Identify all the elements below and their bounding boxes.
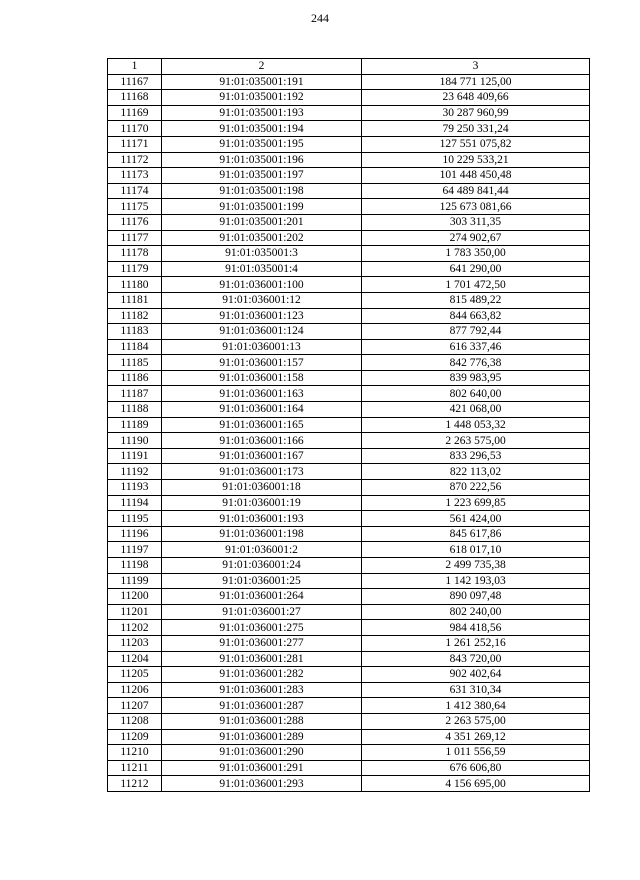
value-cell: 845 617,86 (362, 526, 590, 542)
cadastral-number-cell: 91:01:036001:291 (162, 760, 362, 776)
value-cell: 2 499 735,38 (362, 558, 590, 574)
row-number-cell: 11193 (108, 480, 162, 496)
table-row (108, 526, 590, 542)
table-row (108, 480, 590, 496)
row-number-cell: 11208 (108, 713, 162, 729)
value-cell: 4 156 695,00 (362, 776, 590, 792)
table-row (108, 589, 590, 605)
value-cell: 421 068,00 (362, 402, 590, 418)
column-header-2: 2 (162, 59, 362, 75)
cadastral-number-cell: 91:01:036001:100 (162, 277, 362, 293)
table-row (108, 729, 590, 745)
table-row (108, 199, 590, 215)
row-number-cell: 11189 (108, 417, 162, 433)
cadastral-number-cell: 91:01:035001:193 (162, 105, 362, 121)
cadastral-number-cell: 91:01:035001:196 (162, 152, 362, 168)
value-cell: 815 489,22 (362, 292, 590, 308)
table-row (108, 74, 590, 90)
value-cell: 30 287 960,99 (362, 105, 590, 121)
cadastral-number-cell: 91:01:035001:194 (162, 121, 362, 137)
row-number-cell: 11190 (108, 433, 162, 449)
row-number-cell: 11181 (108, 292, 162, 308)
value-cell: 843 720,00 (362, 651, 590, 667)
value-cell: 631 310,34 (362, 682, 590, 698)
row-number-cell: 11207 (108, 698, 162, 714)
row-number-cell: 11184 (108, 339, 162, 355)
cadastral-number-cell: 91:01:036001:193 (162, 511, 362, 527)
cadastral-number-cell: 91:01:036001:289 (162, 729, 362, 745)
cadastral-number-cell: 91:01:036001:158 (162, 370, 362, 386)
cadastral-number-cell: 91:01:036001:24 (162, 558, 362, 574)
row-number-cell: 11195 (108, 511, 162, 527)
value-cell: 127 551 075,82 (362, 136, 590, 152)
cadastral-number-cell: 91:01:036001:167 (162, 448, 362, 464)
table-row (108, 745, 590, 761)
table-row (108, 230, 590, 246)
value-cell: 676 606,80 (362, 760, 590, 776)
value-cell: 870 222,56 (362, 480, 590, 496)
table-row (108, 214, 590, 230)
cadastral-number-cell: 91:01:036001:25 (162, 573, 362, 589)
row-number-cell: 11198 (108, 558, 162, 574)
cadastral-number-cell: 91:01:036001:283 (162, 682, 362, 698)
table-row (108, 542, 590, 558)
table-row (108, 698, 590, 714)
cadastral-number-cell: 91:01:036001:198 (162, 526, 362, 542)
table-body (108, 74, 590, 791)
row-number-cell: 11182 (108, 308, 162, 324)
value-cell: 877 792,44 (362, 324, 590, 340)
cadastral-number-cell: 91:01:036001:282 (162, 667, 362, 683)
row-number-cell: 11201 (108, 604, 162, 620)
value-cell: 125 673 081,66 (362, 199, 590, 215)
cadastral-number-cell: 91:01:035001:198 (162, 183, 362, 199)
table-row (108, 339, 590, 355)
value-cell: 79 250 331,24 (362, 121, 590, 137)
table-row (108, 246, 590, 262)
value-cell: 1 142 193,03 (362, 573, 590, 589)
cadastral-number-cell: 91:01:035001:201 (162, 214, 362, 230)
row-number-cell: 11172 (108, 152, 162, 168)
row-number-cell: 11170 (108, 121, 162, 137)
value-cell: 641 290,00 (362, 261, 590, 277)
row-number-cell: 11191 (108, 448, 162, 464)
table-row (108, 370, 590, 386)
cadastral-number-cell: 91:01:035001:199 (162, 199, 362, 215)
cadastral-number-cell: 91:01:036001:27 (162, 604, 362, 620)
table-row (108, 433, 590, 449)
row-number-cell: 11169 (108, 105, 162, 121)
table-row (108, 324, 590, 340)
row-number-cell: 11179 (108, 261, 162, 277)
value-cell: 833 296,53 (362, 448, 590, 464)
cadastral-number-cell: 91:01:036001:277 (162, 635, 362, 651)
cadastral-number-cell: 91:01:036001:290 (162, 745, 362, 761)
row-number-cell: 11199 (108, 573, 162, 589)
value-cell: 1 223 699,85 (362, 495, 590, 511)
cadastral-number-cell: 91:01:036001:288 (162, 713, 362, 729)
row-number-cell: 11177 (108, 230, 162, 246)
row-number-cell: 11175 (108, 199, 162, 215)
value-cell: 303 311,35 (362, 214, 590, 230)
value-cell: 561 424,00 (362, 511, 590, 527)
value-cell: 1 783 350,00 (362, 246, 590, 262)
table-row (108, 90, 590, 106)
table-row (108, 620, 590, 636)
value-cell: 4 351 269,12 (362, 729, 590, 745)
cadastral-number-cell: 91:01:035001:4 (162, 261, 362, 277)
table-row (108, 558, 590, 574)
cadastral-number-cell: 91:01:036001:264 (162, 589, 362, 605)
table-row (108, 136, 590, 152)
value-cell: 64 489 841,44 (362, 183, 590, 199)
row-number-cell: 11167 (108, 74, 162, 90)
value-cell: 616 337,46 (362, 339, 590, 355)
row-number-cell: 11185 (108, 355, 162, 371)
row-number-cell: 11209 (108, 729, 162, 745)
value-cell: 184 771 125,00 (362, 74, 590, 90)
cadastral-number-cell: 91:01:036001:12 (162, 292, 362, 308)
value-cell: 10 229 533,21 (362, 152, 590, 168)
cadastral-number-cell: 91:01:036001:19 (162, 495, 362, 511)
value-cell: 842 776,38 (362, 355, 590, 371)
value-cell: 2 263 575,00 (362, 713, 590, 729)
value-cell: 23 648 409,66 (362, 90, 590, 106)
cadastral-number-cell: 91:01:036001:293 (162, 776, 362, 792)
table-row (108, 277, 590, 293)
row-number-cell: 11168 (108, 90, 162, 106)
row-number-cell: 11200 (108, 589, 162, 605)
table-row (108, 448, 590, 464)
row-number-cell: 11186 (108, 370, 162, 386)
table-row (108, 308, 590, 324)
cadastral-number-cell: 91:01:036001:275 (162, 620, 362, 636)
value-cell: 1 448 053,32 (362, 417, 590, 433)
value-cell: 1 701 472,50 (362, 277, 590, 293)
value-cell: 890 097,48 (362, 589, 590, 605)
page-number: 244 (311, 11, 329, 25)
cadastral-number-cell: 91:01:036001:287 (162, 698, 362, 714)
row-number-cell: 11187 (108, 386, 162, 402)
row-number-cell: 11203 (108, 635, 162, 651)
table-row (108, 635, 590, 651)
row-number-cell: 11204 (108, 651, 162, 667)
value-cell: 802 240,00 (362, 604, 590, 620)
cadastral-number-cell: 91:01:036001:157 (162, 355, 362, 371)
row-number-cell: 11202 (108, 620, 162, 636)
row-number-cell: 11212 (108, 776, 162, 792)
cadastral-number-cell: 91:01:036001:173 (162, 464, 362, 480)
row-number-cell: 11188 (108, 402, 162, 418)
cadastral-number-cell: 91:01:035001:202 (162, 230, 362, 246)
value-cell: 1 261 252,16 (362, 635, 590, 651)
row-number-cell: 11210 (108, 745, 162, 761)
table-row (108, 511, 590, 527)
cadastral-number-cell: 91:01:036001:166 (162, 433, 362, 449)
cadastral-number-cell: 91:01:036001:281 (162, 651, 362, 667)
cadastral-number-cell: 91:01:035001:195 (162, 136, 362, 152)
value-cell: 839 983,95 (362, 370, 590, 386)
row-number-cell: 11178 (108, 246, 162, 262)
table-row (108, 495, 590, 511)
cadastral-number-cell: 91:01:036001:124 (162, 324, 362, 340)
table-row (108, 776, 590, 792)
table-row (108, 292, 590, 308)
cadastral-number-cell: 91:01:035001:192 (162, 90, 362, 106)
cadastral-number-cell: 91:01:036001:18 (162, 480, 362, 496)
value-cell: 902 402,64 (362, 667, 590, 683)
row-number-cell: 11171 (108, 136, 162, 152)
table-row (108, 651, 590, 667)
cadastral-number-cell: 91:01:036001:163 (162, 386, 362, 402)
row-number-cell: 11176 (108, 214, 162, 230)
value-cell: 1 011 556,59 (362, 745, 590, 761)
table-row (108, 402, 590, 418)
row-number-cell: 11205 (108, 667, 162, 683)
row-number-cell: 11194 (108, 495, 162, 511)
table-row (108, 417, 590, 433)
value-cell: 274 902,67 (362, 230, 590, 246)
value-cell: 2 263 575,00 (362, 433, 590, 449)
table-row (108, 261, 590, 277)
row-number-cell: 11183 (108, 324, 162, 340)
row-number-cell: 11196 (108, 526, 162, 542)
value-cell: 1 412 380,64 (362, 698, 590, 714)
cadastral-number-cell: 91:01:036001:13 (162, 339, 362, 355)
data-table (107, 58, 590, 792)
table-row (108, 760, 590, 776)
value-cell: 618 017,10 (362, 542, 590, 558)
table-row (108, 464, 590, 480)
table-row (108, 573, 590, 589)
cadastral-number-cell: 91:01:036001:165 (162, 417, 362, 433)
cadastral-number-cell: 91:01:036001:164 (162, 402, 362, 418)
cadastral-number-cell: 91:01:035001:191 (162, 74, 362, 90)
row-number-cell: 11180 (108, 277, 162, 293)
value-cell: 822 113,02 (362, 464, 590, 480)
cadastral-number-cell: 91:01:035001:3 (162, 246, 362, 262)
table-row (108, 105, 590, 121)
value-cell: 802 640,00 (362, 386, 590, 402)
table-row (108, 355, 590, 371)
table-row (108, 168, 590, 184)
row-number-cell: 11192 (108, 464, 162, 480)
cadastral-number-cell: 91:01:036001:123 (162, 308, 362, 324)
row-number-cell: 11173 (108, 168, 162, 184)
table-row (108, 386, 590, 402)
value-cell: 101 448 450,48 (362, 168, 590, 184)
table-header-row (108, 59, 590, 75)
column-header-3: 3 (362, 59, 590, 75)
value-cell: 984 418,56 (362, 620, 590, 636)
row-number-cell: 11174 (108, 183, 162, 199)
value-cell: 844 663,82 (362, 308, 590, 324)
table-row (108, 121, 590, 137)
table-row (108, 604, 590, 620)
table-row (108, 152, 590, 168)
table-row (108, 713, 590, 729)
cadastral-number-cell: 91:01:036001:2 (162, 542, 362, 558)
column-header-1: 1 (108, 59, 162, 75)
row-number-cell: 11211 (108, 760, 162, 776)
cadastral-number-cell: 91:01:035001:197 (162, 168, 362, 184)
row-number-cell: 11197 (108, 542, 162, 558)
table-row (108, 667, 590, 683)
table-row (108, 682, 590, 698)
table-row (108, 183, 590, 199)
row-number-cell: 11206 (108, 682, 162, 698)
